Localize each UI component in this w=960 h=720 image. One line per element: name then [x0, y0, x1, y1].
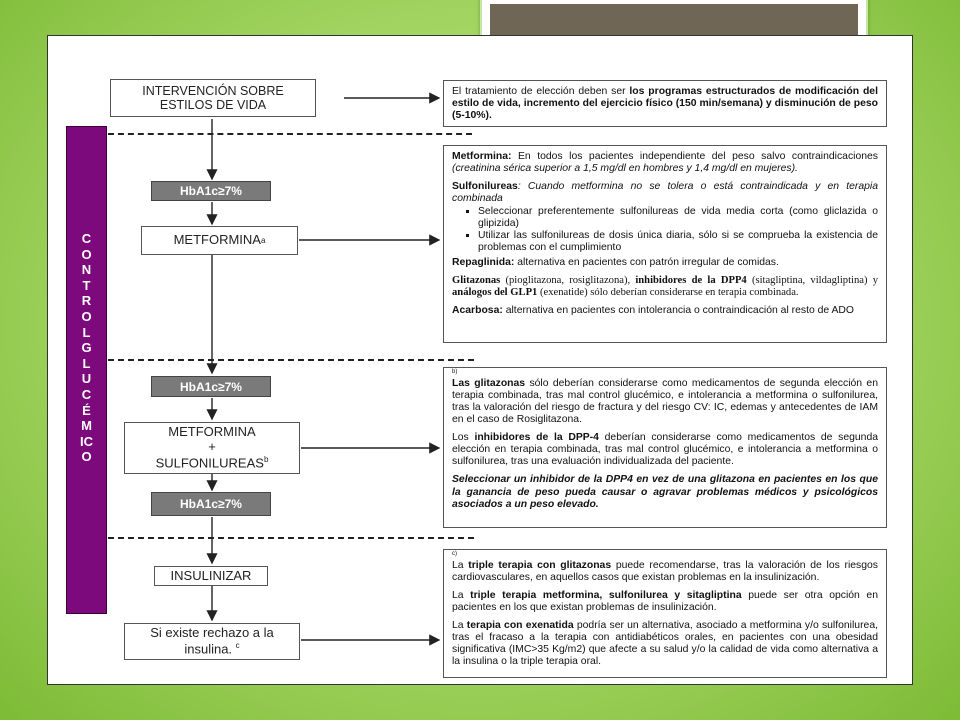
note-glitazonas [452, 275, 878, 300]
hba1c-box-2 [151, 376, 271, 397]
note-acarbosa-text: alternativa en pacientes con intolerancia o contraindicación al resto de ADO [502, 305, 855, 317]
note-b-glitazonas-title: Las glitazonas [452, 378, 526, 389]
note-glitazonas-text-2: (sitagliptina, vildagliptina) y [746, 274, 878, 286]
note-c-p2-pre: La [452, 590, 471, 602]
hba1c-label-2: HbA1c≥7% [180, 379, 242, 394]
note-acarbosa-title: Acarbosa: [452, 305, 503, 317]
diagram-slide [47, 35, 913, 685]
note-box-c [443, 549, 887, 678]
note-box-b-label: b) [452, 369, 458, 375]
note-repaglinida-title: Repaglinida: [452, 256, 515, 268]
metformina-footnote: a [260, 235, 266, 245]
lifestyle-box [110, 79, 316, 117]
note-box-c-label: c) [452, 551, 457, 557]
note-b-glitazonas [452, 378, 878, 426]
note-c-exenatida [452, 620, 878, 668]
note-b-glitazonas-text: sólo deberían considerarse como medicamentos de segunda elección en terapia combinada, tras mal control glucémico, e intolerancia a metformina o sulfonilurea, tras la valoración del riesgo de fractura y del riesgo CV: IC, edemas y antecedentes de IAM en el caso de Rosiglitazona. [452, 378, 878, 426]
combo-footnote: b [263, 454, 269, 464]
insulinizar-label: INSULINIZAR [170, 567, 252, 583]
rechazo-label: Si existe rechazo a la insulina. [150, 624, 274, 657]
note-c-triple-sitagliptina [452, 590, 878, 614]
note-sulfonilureas [452, 181, 878, 205]
note-glitazonas-title: Glitazonas [452, 274, 501, 286]
sulfonilureas-bullet: ▪ Seleccionar preferentemente sulfonilureas de vida media corta (como gliclazida o glipizida) [478, 206, 878, 230]
note-c-p2-text: puede ser otra opción en pacientes en los que existan problemas de insulinización. [452, 590, 878, 614]
note-glitazonas-bold-3: análogos del GLP1 [452, 286, 538, 298]
note-repaglinida [452, 257, 878, 269]
combo-line-2: SULFONILUREAS [155, 455, 264, 471]
note-b-dpp4-text: deberían considerarse como medicamentos de segunda elección en terapia combinada, tras mal control glucémico, e intolerancia a metformina o sulfonilurea, tras una evaluación individualizada del paciente. [452, 432, 879, 468]
control-glucemico-label: CONTROL GLUCÉMICO [80, 231, 93, 465]
metformina-sulfonilureas-box [124, 422, 300, 474]
note-c-p1-pre: La [452, 560, 469, 571]
note-b-dpp4 [452, 432, 878, 468]
note-b-dpp4-title: inhibidores de la DPP-4 [474, 432, 599, 444]
insulinizar-box [154, 566, 268, 586]
hba1c-label-3: HbA1c≥7% [180, 497, 242, 511]
note-glitazonas-text-3: (exenatide) sólo deberían considerarse en terapia combinada. [537, 286, 799, 298]
note-metformina-italic: (creatinina sérica superior a 1,5 mg/dl en hombres y 1,4 mg/dl en mujeres). [452, 163, 798, 175]
note-b-seleccion: Seleccionar un inhibidor de la DPP4 en vez de una glitazona en pacientes en los que la ganancia de peso pueda causar o agravar problemas médicos y psicológicos asociados a un peso elevado. [452, 474, 878, 510]
lifestyle-box-label: INTERVENCIÓN SOBRE ESTILOS DE VIDA [142, 83, 284, 112]
metformina-box [141, 226, 298, 255]
combo-plus: + [208, 438, 216, 454]
sulfonilureas-bullet: ▪ Utilizar las sulfonilureas de dosis única diaria, sólo si se comprueba la existencia de problemas con el cumplimiento [478, 230, 878, 254]
control-glucemico-bar [66, 126, 107, 614]
lifestyle-note-text: El tratamiento de elección deben ser [452, 86, 630, 97]
note-c-p1-title: triple terapia con glitazonas [468, 560, 612, 571]
note-metformina-text: En todos los pacientes independiente del peso salvo contraindicaciones [511, 151, 878, 162]
hba1c-box-1 [151, 181, 271, 201]
note-c-p2-title: triple terapia metformina, sulfonilurea y sitagliptina [470, 590, 742, 602]
lifestyle-note [443, 80, 887, 127]
separator-line-1 [108, 133, 472, 135]
note-box-b [443, 367, 887, 528]
note-c-p1-text: puede recomendarse, tras la valoración de los riesgos cardiovasculares, en aquellos casos que existan problemas en la insulinización. [452, 560, 879, 584]
note-c-p3-title: terapia con exenatida [466, 620, 574, 632]
rechazo-footnote: c [235, 640, 240, 650]
note-metformina [452, 151, 878, 175]
hba1c-label-1: HbA1c≥7% [180, 184, 242, 198]
metformina-box-label: METFORMINA [173, 232, 261, 248]
note-c-p3-pre: La [452, 620, 467, 632]
hba1c-box-3 [151, 492, 271, 516]
note-b-dpp4-pre: Los [452, 432, 475, 444]
note-repaglinida-text: alternativa en pacientes con patrón irregular de comidas. [514, 256, 779, 268]
note-metformina-title: Metformina: [452, 151, 512, 162]
separator-line-3 [108, 537, 474, 539]
separator-line-2 [108, 359, 474, 361]
sulfonilureas-bullets [478, 206, 878, 254]
note-sulfonilureas-title: Sulfonilureas [452, 181, 518, 193]
note-glitazonas-bold-2: inhibidores de la DPP4 [635, 274, 747, 286]
note-c-p3-text: podría ser un alternativa, asociado a metformina y/o sulfonilurea, tras el fracaso a la terapia con antidiabéticos orales, en pacientes con una obesidad significativa (IMC>35 Kg/m2) que afecte a su salud y/o la calidad de vida como alternativa a la insulina o la triple terapia oral. [452, 620, 878, 668]
note-box-a [443, 145, 887, 343]
note-glitazonas-text-1: (pioglitazona, rosiglitazona), [500, 274, 636, 286]
rechazo-insulina-box [124, 623, 300, 660]
note-acarbosa [452, 305, 878, 317]
lifestyle-note-bold: los programas estructurados de modificación del estilo de vida, incremento del ejercicio físico (150 min/semana) y disminución de peso (5-10%). [452, 86, 878, 122]
note-c-triple-glitazonas [452, 560, 878, 584]
note-sulfonilureas-text: : Cuando metformina no se tolera o está contraindicada y en terapia combinada [452, 181, 878, 205]
combo-line-1: METFORMINA [168, 423, 256, 439]
